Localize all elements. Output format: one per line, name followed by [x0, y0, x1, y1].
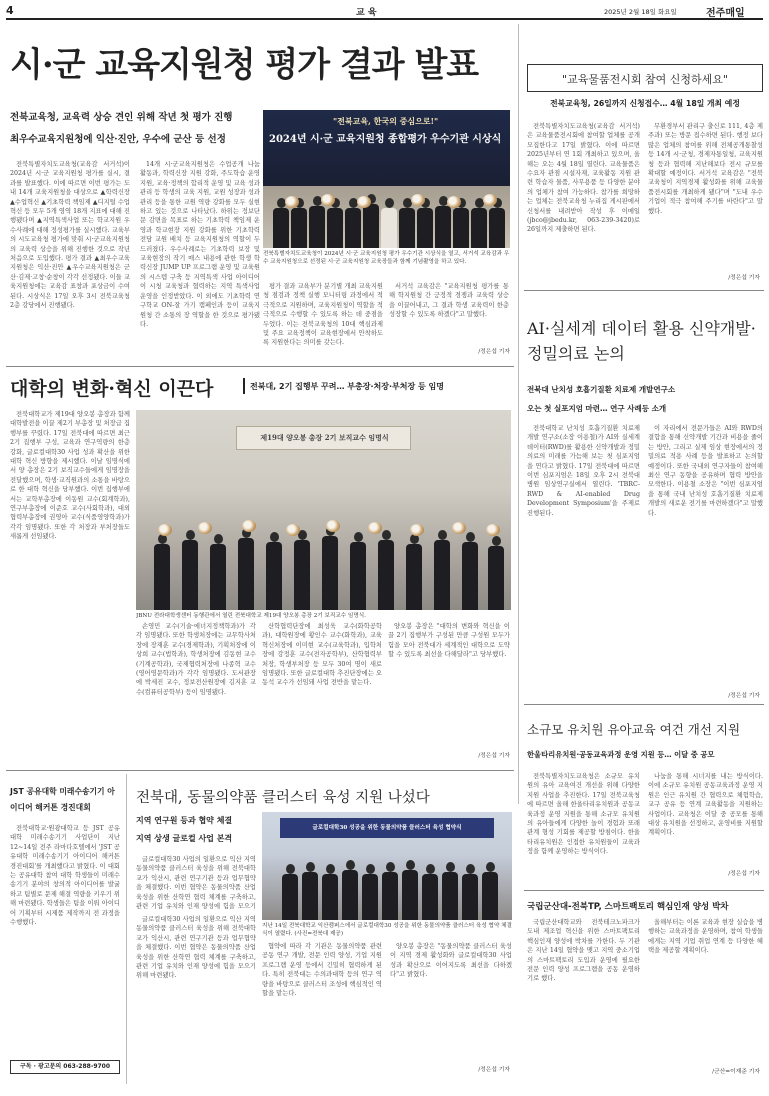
body-column: 올해부터는 이론 교육과 현장 실습을 병행하는 교육과정을 운영하며, 참여 학생들에게는 지역 기업 취업 연계 등 다양한 혜택을 제공할 계획이다. — [648, 919, 763, 955]
byline: /정은섭 기자 — [728, 693, 760, 699]
headline-box — [527, 64, 763, 92]
byline: /정은섭 기자 — [478, 753, 510, 759]
subheadline-2: 최우수교육지원청에 익산·진안, 우수에 군산 등 선정 — [10, 134, 226, 145]
issue-date: 2025년 2월 18일 화요일 — [604, 8, 677, 16]
body-column: 글로컬대학30 사업의 일환으로 익산 지역 동물의약품 클러스터 육성을 위해 전북대학교가 익산시, 관련 연구기관 등과 업무협약을 체결했다. 이번 협약은 동물의약품 산업 육성을 위한 산학연 협력 체계를 구축하고, 관련 기업 유치와 인재 양성에 힘을 모으기 — [136, 856, 256, 911]
body-column: 전북특별자치도교육청은 소규모 유치원의 유아 교육여건 개선을 위해 다양한 지원 사업을 추진한다. 17일 전북교육청에 따르면 올해 한울타리유치원과 공동교육과정 운영 지원을 통해 소규모 유치원의 유아들에게 다양한 놀이 경험과 또래 관계 형성 기회를 제공할 방침이다. 한울타리유치원은 인접한 유치원들이 교육과정을 함께 운영하는 방식이다. — [527, 773, 640, 856]
subheadline-1: 전북교육청, 교육력 상승 견인 위해 작년 첫 평가 진행 — [10, 112, 233, 123]
body-column: 이 자리에서 전문가들은 AI와 RWD의 결합을 통해 신약개발 기간과 비용을 줄이는 방안, 그리고 실제 임상 현장에서의 정밀의료 적용 사례 등을 발표하고 논의할 예정이다. 또한 국내외 연구자들이 참여해 최신 연구 동향을 공유하며 협력 방안을 모색한다. 이용철 소장은 "이번 심포지엄을 통해 국내 난치성 호흡기질환 치료제 개발의 새로운 전기를 마련하겠다"고 말했다. — [648, 425, 763, 517]
headline: "교육물품전시회 참여 신청하세요" — [562, 73, 728, 86]
photo-caption: 전북특별자치도교육청이 2024년 시·군 교육지원청 평가 우수기관 시상식을 열고, 서거석 교육감과 우수 교육지원청으로 선정된 시·군 교육지원청 교육장들과 함께 기념촬영을 하고 있다. — [263, 251, 510, 265]
photo-banner: 제19대 양오봉 총장 2기 보직교수 임명식 — [260, 433, 389, 442]
people-group — [263, 170, 510, 248]
subheadline-1: 전북대 난치성 호흡기질환 치료제 개발연구소 — [527, 385, 676, 394]
subheadline: 한울타리유치원·공동교육과정 운영 지원 등… 이달 중 공모 — [527, 750, 715, 759]
body-column: 양오봉 총장은 "대학의 변화와 혁신을 이끌 2기 집행부가 구성된 만큼 구성원 모두가 힘을 모아 전북대가 세계적인 대학으로 도약할 수 있도록 최선을 다해달라"고 당부했다. — [388, 623, 510, 659]
newspaper-name: 전주매일 — [706, 8, 745, 19]
people-group — [136, 470, 511, 610]
page-number: 4 — [6, 4, 14, 17]
subheadline-2: 오는 첫 실포지엄 마련… 연구 사례등 소개 — [527, 404, 667, 413]
photo-banner-big: 2024년 시·군 교육지원청 종합평가 우수기관 시상식 — [269, 134, 502, 145]
body-column: 전북특별자치도교육청(교육감 서거석)은 교육물품전시회에 참여할 업체를 공개 모집한다고 17일 밝혔다. 이에 따르면 2025년부터 연 1회 개최하고 있으며, 올해는 오는 4월 18일 열린다. 교육물품은 수요자 관점 시설자재, 교육활동 지원 관련 학습자 물품, 사무용품 등 다양한 분야의 업체가 참여 가능하다. 참가를 희망하는 업체는 전북교육청 누리집 게시판에서 신청서를 내려받아 작성 후 이메일(jbco@jbedu.kr, 063-239-3420)로 26일까지 제출하면 된다. — [527, 123, 640, 234]
body-column: 국립군산대학교와 전북테크노파크가 도내 제조업 혁신을 위한 스마트팩토리 핵심인재 양성에 박차를 가한다. 두 기관은 지난 14일 협약을 맺고 지역 중소기업의 스마트팩토리 도입과 운영에 필요한 전문 인력 양성 프로그램을 공동 운영하기로 했다. — [527, 919, 640, 983]
body-column: 전북대학교 난치성 호흡기질환 치료제 개발 연구소(소장 이용철)가 AI와 실세계 데이터(RWD)를 활용한 신약개발과 정밀의료의 미래를 가늠해 보는 첫 심포지엄을 연다고 밝혔다. 17일 전북대에 따르면 이번 심포지엄은 18일 오후 2시 전북대병원 임상연구실에서 열린다. 'TBRC-RWD & AI-enabled Drug Development Symposium'을 주제로 진행된다. — [527, 425, 640, 517]
people-group — [262, 850, 512, 920]
body-column: 산학협력단장에 최성욱 교수(화학공학과), 대학원장에 황인수 교수(화학과), 교육혁신처장에 이미현 교수(교육학과), 입학처장에 강정훈 교수(전자공학부), 산학협력부처장, 학생부처장 등 모두 30여 명이 새로 임명됐다. 또한 글로컬대학 추진단장에는 오동석 교수가 선임돼 사업 전반을 맡는다. — [262, 623, 382, 687]
body-column: 나눔을 통해 시너지를 내는 방식이다. 이에 소규모 유치원 공동교육과정 운영 지원은 인근 유치원 간 협력으로 체험학습, 교구 공유 등 연계 교육활동을 지원하는 사업이다. 교육청은 이달 중 공모를 통해 대상 유치원을 선정하고, 운영비를 지원할 계획이다. — [648, 773, 763, 837]
headline: 전북대, 동물의약품 클러스터 육성 지원 나섰다 — [136, 790, 430, 806]
body-column: 서거석 교육감은 "교육지원청 평가를 통해 학지원청 간 긍정적 경쟁과 교육력 상승을 이끌어내고, 그 결과 학생 교육력이 한층 성장할 수 있도록 하겠다"고 말했다. — [389, 283, 509, 319]
headline: JST 공유대학 미래수송기기 아이디어 해커톤 경진대회 — [10, 787, 115, 812]
byline: /정은섭 기자 — [728, 275, 760, 281]
headline: 대학의 변화·혁신 이끈다 — [10, 378, 214, 400]
subheadline-2: 지역 상생 글로컬 사업 본격 — [136, 834, 233, 843]
photo-caption: JBNU 전라대학생센터 동행관에서 열린 전북대학교 제19대 양오봉 총장 2기 보직교수 임명식. — [136, 613, 366, 619]
body-column: 전북대학교·원광대학교 등 JST 공유대학 미래수송기기 사업단이 지난 12~14일 전주 라마다호텔에서 'JST 공유대학 미래수송기기 아이디어 해커톤 경진대회'를 개최했다고 밝혔다. 이 대회는 공유대학 참여 대학 학생들이 미래수송기기 분야의 창의적 아이디어를 발굴하고 팀별로 문제 해결 역량을 키우기 위해 마련됐다. 학생들은 팀을 이뤄 아이디어 기획부터 시제품 제작까지 전 과정을 수행했다. — [10, 825, 120, 927]
body-column: 손영민 교수(기술·에너지정책학과)가 각각 임명됐다. 또한 학생처장에는 교무학사처장에 장재훈 교수(경제학과), 기획처장에 이상희 교수(법학과), 학생처장에 김동현 교수(기계공학과), 국제협력처장에 나종혁 교수(영어영문학과)가 각각 임명됐다. 도서관장에 박세진 교수, 정보전산원장에 김지훈 교수(컴퓨터공학부) 등이 임명됐다. — [136, 623, 256, 696]
page-header — [6, 4, 763, 18]
subheadline: 전북대, 2기 집행부 꾸려… 부총장·처장·부처장 등 임명 — [250, 382, 444, 391]
body-column: 전북특별자치도교육청(교육감 서거석)이 2024년 시·군 교육지원청 평가를 실시, 결과를 발표했다. 이에 따르면 이번 평가는 도내 14개 교육지원청을 대상으로 ▲학력신장 ▲수업혁신 ▲기초학력 책임제 ▲디지털 수업혁신 등 모두 5개 영역 18개 지표에 대해 진행됐다며 ▲지역특색사업 또는 학교지원 우수사례에 대해 정성평가를 실시했다. 교육부의 시도교육청 평가에 맞춰 시·군교육지원청의 교육력 상승을 위해 진행한 것으로 작년 처음으로 도입했다. 평가 결과 ▲최우수교육지원청은 익산·진안 ▲우수교육지원청은 군산·김제·고창·순창이 각각 선정됐다. 이들 교육지원청에는 교육감 표창과 포상금이 수여된다. 시상식은 17일 오후 3시 전북교육청 2층 강당에서 진행됐다. — [10, 161, 130, 310]
award-photo — [263, 110, 510, 248]
ceremony-photo — [136, 410, 511, 610]
headline: 소규모 유치원 유아교육 여건 개선 지원 — [527, 722, 741, 737]
body-column: 전북대학교가 제19대 양오봉 총장과 함께 대학발전을 이끌 제2기 부총장 및 처장급 집행부를 꾸렸다. 17일 전북대에 따르면 최근 2기 집행부 구성, 교육과 연구역량의 한층 강화, 글로컬대학30 사업 성과 확산을 위한 대학 혁신 방향을 제시했다. 이날 임명식에서 양 총장은 2기 보직교수들에게 임명장을 전달했으며, 학생·교직원과의 소통을 바탕으로 한 대학 혁신을 당부했다. 이번 집행부에서는 교학부총장에 이동원 교수(회계학과), 연구부총장에 이준호 교수(사회학과), 대외협력부총장에 권영아 교수(식품영양학과)가 각각 임명됐다. 또한 각 처장과 부처장들도 새롭게 선임됐다. — [10, 411, 130, 541]
byline: /정은섭 기자 — [478, 349, 510, 355]
section-name: 교 육 — [356, 8, 377, 18]
stage-banner — [236, 426, 411, 450]
byline: /정은섭 기자 — [728, 871, 760, 877]
body-column: 무환경부서 관리구 출신로 111, 4층 제주과) 또는 방문 접수하면 된다. 행정 보다 많은 업체의 참여를 위해 전체공개통찰성등 14개 시·군청, 경제자통일청, 교육지원청 등과 협력해 지난해보다 전시 규모를 확대할 예정이다. 서거석 교육감은 "전북교육청이 지역경제 활성화를 위해 교육물품전시회를 개최하게 됐다"며 "도내 우수 기업이 적극 참여해 주기를 바란다"고 말했다. — [648, 123, 763, 215]
agreement-photo — [262, 812, 512, 920]
stage-banner — [280, 818, 494, 838]
body-column: 14개 시·군교육지원청은 수업공개 나눔 활동과, 학력신장 지원 강화, 주도학습 운영 지원, 교육·정책의 합리적 운영 및 교육 성과 관리 등 학생의 교육 지원, 교원 성장과 성과 관리 등을 통한 교원 역량 강화를 모두 실현하고 있는 것으로 나타났다. 하위는 정보단문 감면을 목표로 하는 기초학력 책임제 운영과 학교현장 지원 강화를 위한 기초학력 전담 교원 배치 등 교육지원청의 역할이 두드러졌다. 우수사례로는 기초학력 보장 및 교육현장의 작기 매스 내용에 관한 학생 학력신장 JUMP UP 프로그램 운영 및 교육원의 시스템 구축 등 지역특색 사업 아이디어 이 시청 교육청과 협력하는 지역 특색사업 운영을 인정받았다. 이 외에도 기초학력 연구학교 ON-잘 가기 캠페인과 등이 교육지원청 간 소통의 장 역할을 한 것으로 평가됐다. — [140, 161, 260, 328]
photo-banner: 글로컬대학30 성공을 위한 동물의약품 클러스터 육성 협약식 — [312, 825, 462, 831]
body-column: 협약에 따라 각 기관은 동물의약품 관련 공동 연구 개발, 전문 인력 양성, 기업 지원 프로그램 운영 등에서 긴밀히 협력하게 된다. 특히 전북대는 수의과대학 등의 연구 역량을 바탕으로 클러스터 조성에 핵심적인 역할을 맡는다. — [262, 943, 382, 998]
subheadline: 전북교육청, 26일까지 신청접수… 4월 18일 개최 예정 — [550, 99, 740, 108]
headline: 시·군 교육지원청 평가 결과 발표 — [10, 45, 479, 85]
body-column: 평가 결과 교육부가 분기별 개최 교육지원청 점검과 정책 실행 모니터링 과정에서 적극적으로 지원하며, 교육지원청이 역할을 적극적으로 수행할 수 있도록 하는 데 중점을 두었다. 이는 전북교육청의 10대 핵심과제 및 주요 교육정책이 교육현장에서 안착하도록 지원한다는 의미를 갖는다. — [263, 283, 383, 347]
body-column: 글로컬대학30 사업의 일환으로 익산 지역 동물의약품 클러스터 육성을 위해 전북대학교가 익산시, 관련 연구기관 등과 업무협약을 체결했다. 이번 협약은 동물의약품 산업 육성을 위한 산학연 협력 체계를 구축하고, 관련 기업 유치와 인재 양성에 힘을 모으기 위해 마련됐다. — [136, 916, 256, 980]
headline: 국립군산대-전북TP, 스마트팩토리 핵심인재 양성 박차 — [527, 902, 729, 912]
body-column: 양오봉 총장은 "동물의약품 클러스터 육성이 지역 경제 활성화와 글로컬대학30 사업 성과 확산으로 이어지도록 최선을 다하겠다"고 밝혔다. — [390, 943, 512, 979]
headline: AI·실세계 데이터 활용 신약개발·정밀의료 논의 — [527, 319, 756, 363]
photo-caption: 지난 14일 전북대학교 익산캠퍼스에서 글로컬대학30 성공을 위한 동물의약품 클러스터 육성 협약 체결식이 열렸다. (사진=전북대 제공) — [262, 923, 512, 937]
byline: /정은섭 기자 — [478, 1067, 510, 1073]
subheadline-1: 지역 연구원 등과 협약 체결 — [136, 816, 233, 825]
subscription-footer: 구독 · 광고문의 063-288-9700 — [10, 1060, 120, 1074]
photo-banner-small: "전북교육, 한국의 중심으로!" — [333, 116, 439, 126]
byline: /군산=이재준 기자 — [712, 1069, 760, 1075]
